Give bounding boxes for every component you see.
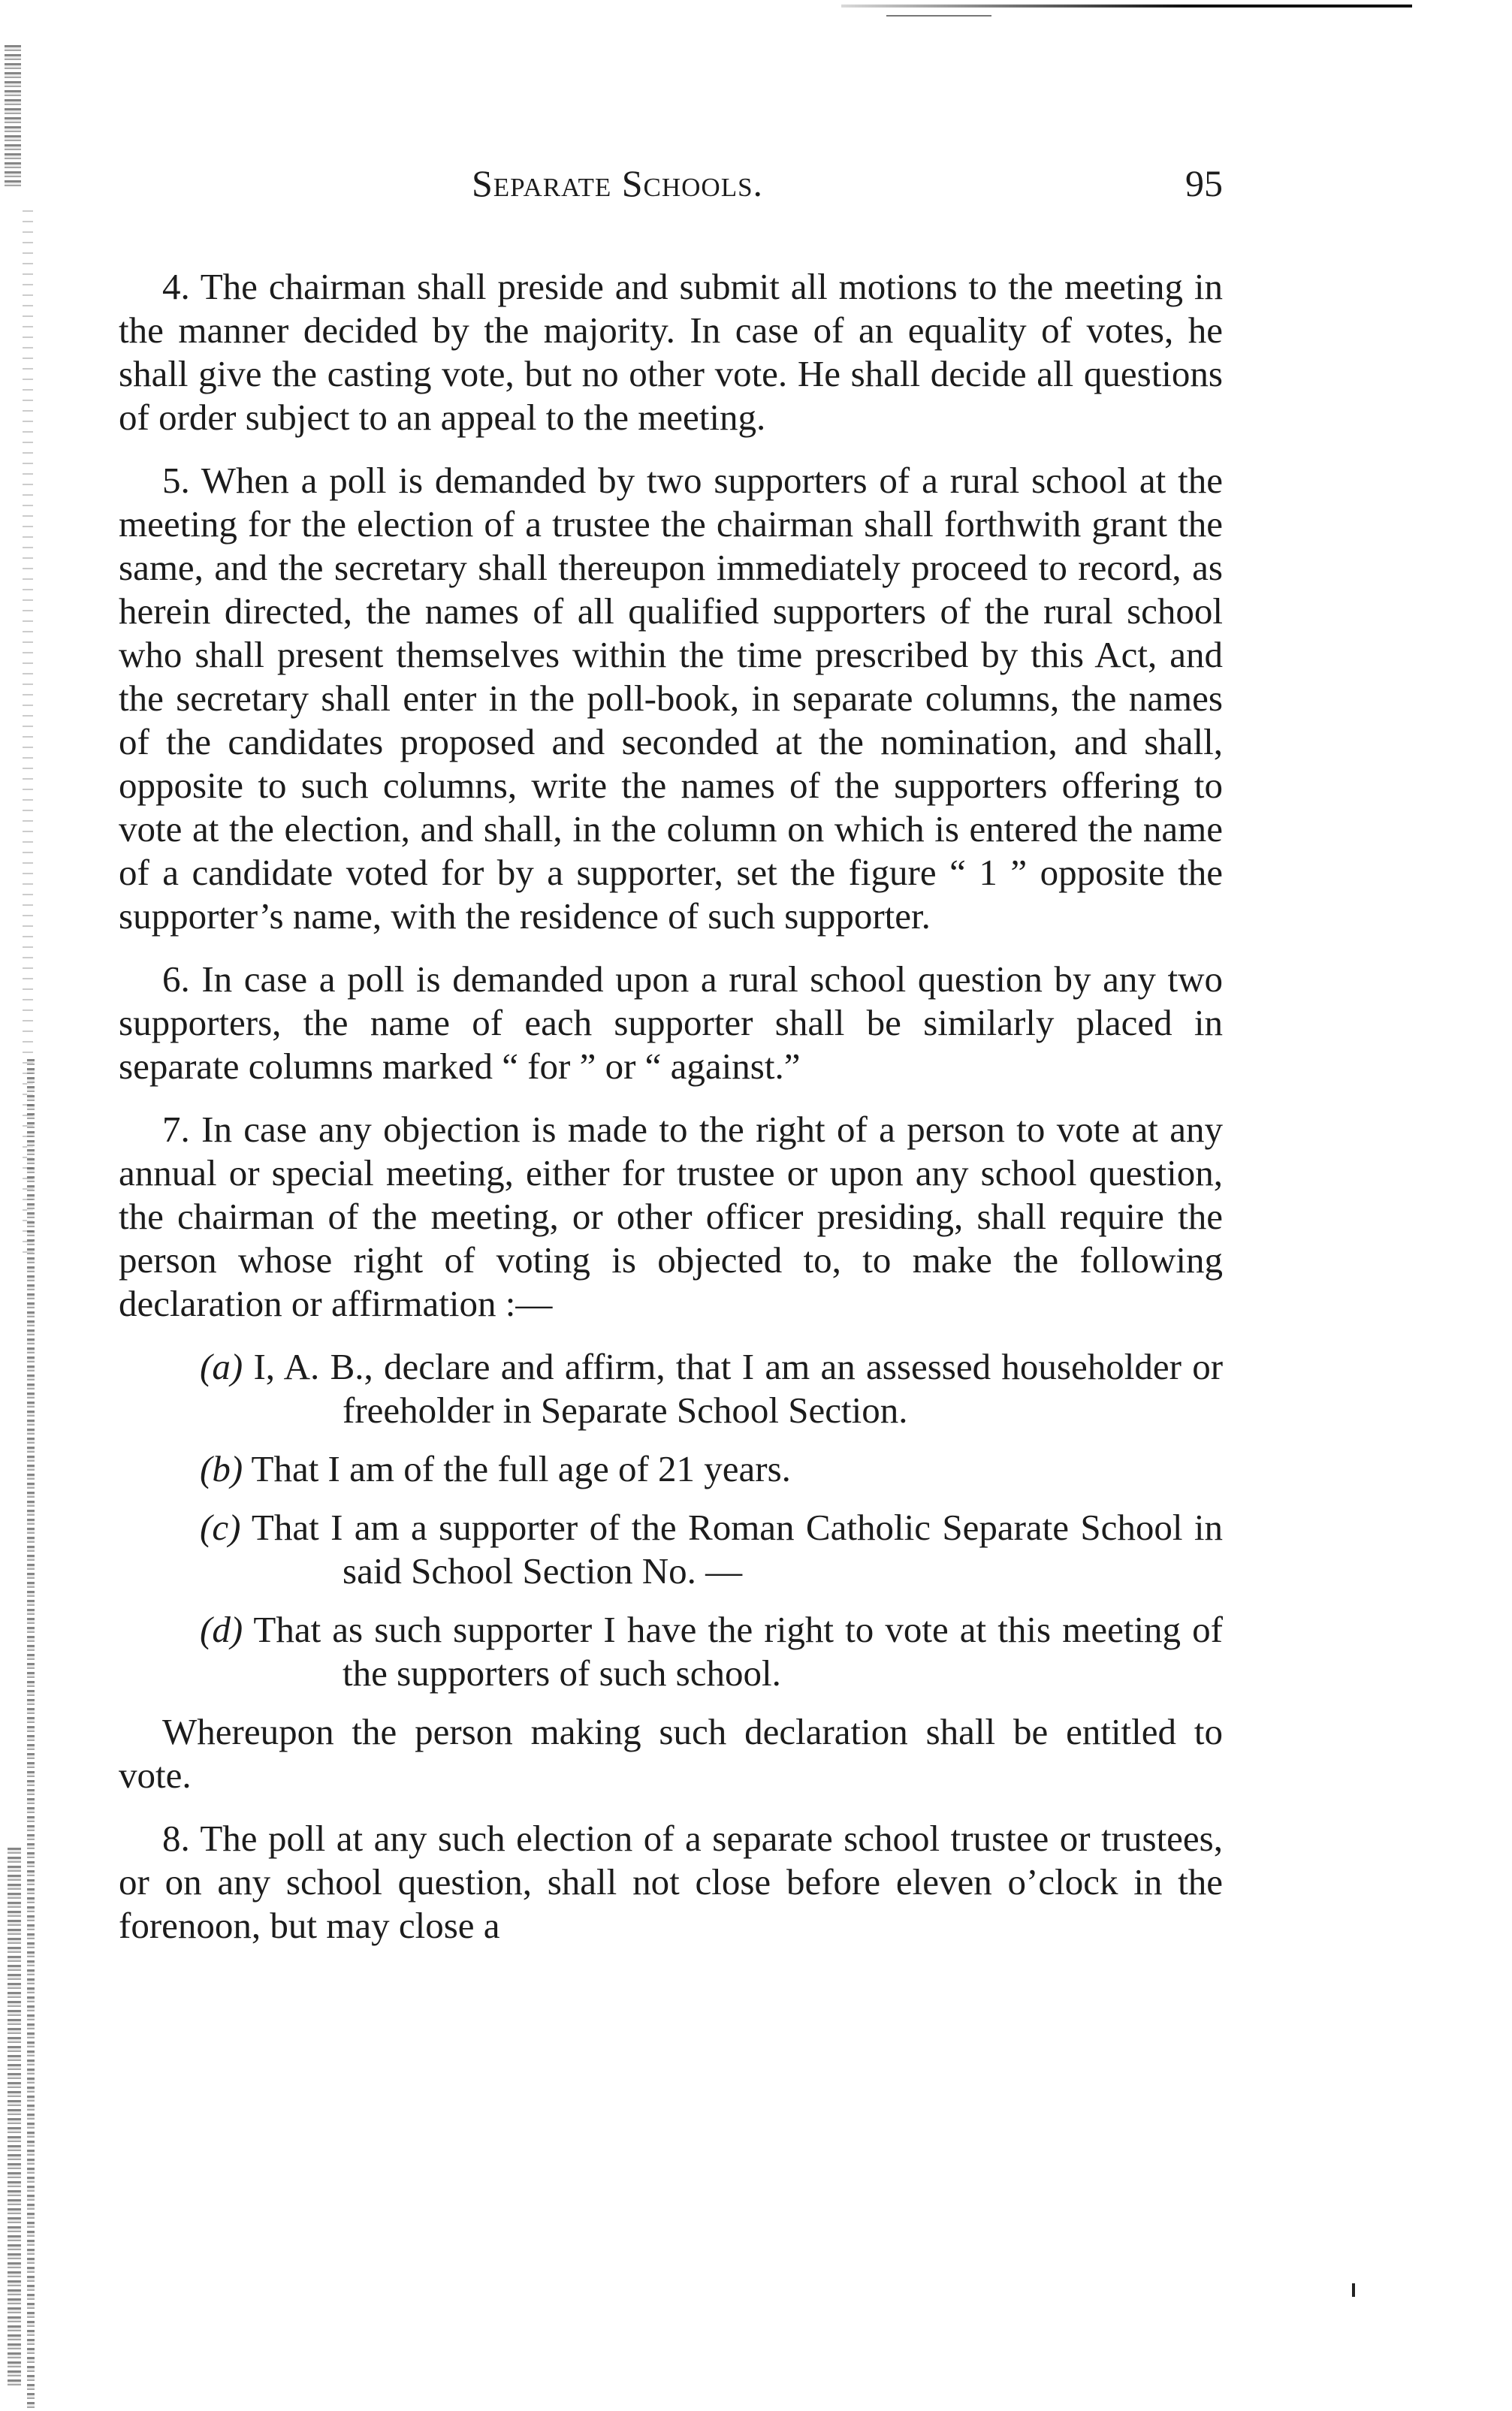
clause-a-text: I, A. B., declare and affirm, that I am an assessed householder or freeholder in Separate School Section. [253,1346,1224,1431]
whereupon-paragraph: Whereupon the person making such declaration shall be entitled to vote. [119,1711,1223,1796]
page-number: 95 [1185,162,1223,204]
margin-tick-mark [1352,2283,1355,2297]
binding-edge-scan-artifact [0,45,36,2388]
top-rule-thin [886,15,991,17]
clause-b [119,1447,1223,1491]
clause-d [119,1608,1223,1695]
clause-b-mark: (b) [200,1448,243,1489]
body-text [119,265,1223,1948]
clause-a [119,1345,1223,1432]
running-head: Separate Schools. [472,162,764,204]
clause-a-mark: (a) [200,1346,243,1387]
paragraph-6: 6. In case a poll is demanded upon a rural school question by any two supporters, the name of each supporter shall be similarly placed in separate columns marked “ for ” or “ against.” [119,958,1223,1087]
page [119,161,1223,1967]
clause-d-text: That as such supporter I have the right to vote at this meeting of the supporters of such school. [253,1609,1223,1694]
paragraph-7: 7. In case any objection is made to the right of a person to vote at any annual or special meeting, either for trustee or upon any school question, the chairman of the meeting, or other officer presiding, shall require the person whose right of voting is objected to, to make the following declaration or affirmation :— [119,1109,1223,1324]
edge-strip-lower-right [27,1059,35,2411]
clause-c-text: That I am a supporter of the Roman Catholic Separate School in said School Section No. — [251,1507,1223,1592]
clause-b-text: That I am of the full age of 21 years. [251,1448,791,1489]
page-header [119,161,1223,214]
edge-strip-bottom [8,1848,21,2388]
paragraph-8: 8. The poll at any such election of a separate school trustee or trustees, or on any school question, shall not close before eleven o’clock in the forenoon, but may close a [119,1818,1223,1946]
paragraph-4: 4. The chairman shall preside and submit all motions to the meeting in the manner decided by the majority. In case of an equality of votes, he shall give the casting vote, but no other vote. He shall decide all questions of order subject to an appeal to the meeting. [119,266,1223,438]
top-rule [841,5,1412,8]
clause-c [119,1506,1223,1593]
clause-c-mark: (c) [200,1507,241,1548]
paragraph-5: 5. When a poll is demanded by two supporters of a rural school at the meeting for the election of a trustee the chairman shall forthwith grant the same, and the secretary shall thereupon immediately proceed to record, as herein directed, the names of all qualified supporters of the rural school who shall present themselves within the time prescribed by this Act, and the secretary shall enter in the poll-book, in separate columns, the names of the candidates proposed and seconded at the nomination, and shall, opposite to such columns, write the names of the supporters offering to vote at the election, and shall, in the column on which is entered the name of a candidate voted for by a supporter, set the figure “ 1 ” opposite the supporter’s name, with the residence of such supporter. [119,460,1223,937]
clause-d-mark: (d) [200,1609,243,1650]
edge-strip-top [5,45,21,188]
